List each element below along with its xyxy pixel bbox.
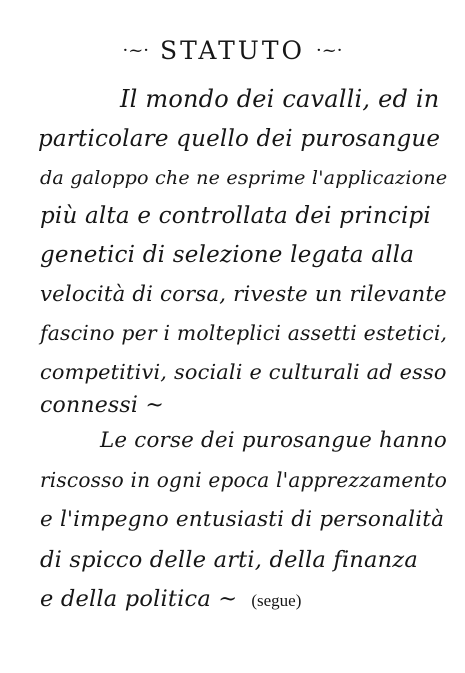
text-line-2: particolare quello dei purosangue <box>38 126 441 152</box>
text-line-13: di spicco delle arti, della finanza <box>40 547 418 573</box>
text-line-14: e della politica ~ <box>40 586 238 612</box>
text-line-11: riscosso in ogni epoca l'apprezzamento <box>40 468 448 492</box>
continuation-note: (segue) <box>251 591 302 610</box>
document-title: STATUTO <box>159 36 306 65</box>
text-line-1: Il mondo dei cavalli, ed in <box>120 85 440 113</box>
text-line-12: e l'impegno entusiasti di personalità <box>40 507 445 532</box>
text-line-3: da galoppo che ne esprime l'applicazione <box>40 166 448 189</box>
text-line-6: velocità di corsa, riveste un rilevante <box>40 281 447 306</box>
text-line-7: fascino per i molteplici assetti estetici, <box>40 321 448 345</box>
text-line-4: più alta e controllata dei principi <box>40 203 431 229</box>
title-ornament-left: ·~· <box>122 40 150 61</box>
text-line-14-row <box>40 584 301 616</box>
text-line-9: connessi ~ <box>40 393 164 418</box>
title-ornament-right: ·~· <box>315 40 343 61</box>
text-line-5: genetici di selezione legata alla <box>40 242 415 268</box>
text-line-8: competitivi, sociali e culturali ad esso <box>40 360 447 384</box>
document-title-row <box>0 36 465 66</box>
text-line-10: Le corse dei purosangue hanno <box>100 428 447 453</box>
